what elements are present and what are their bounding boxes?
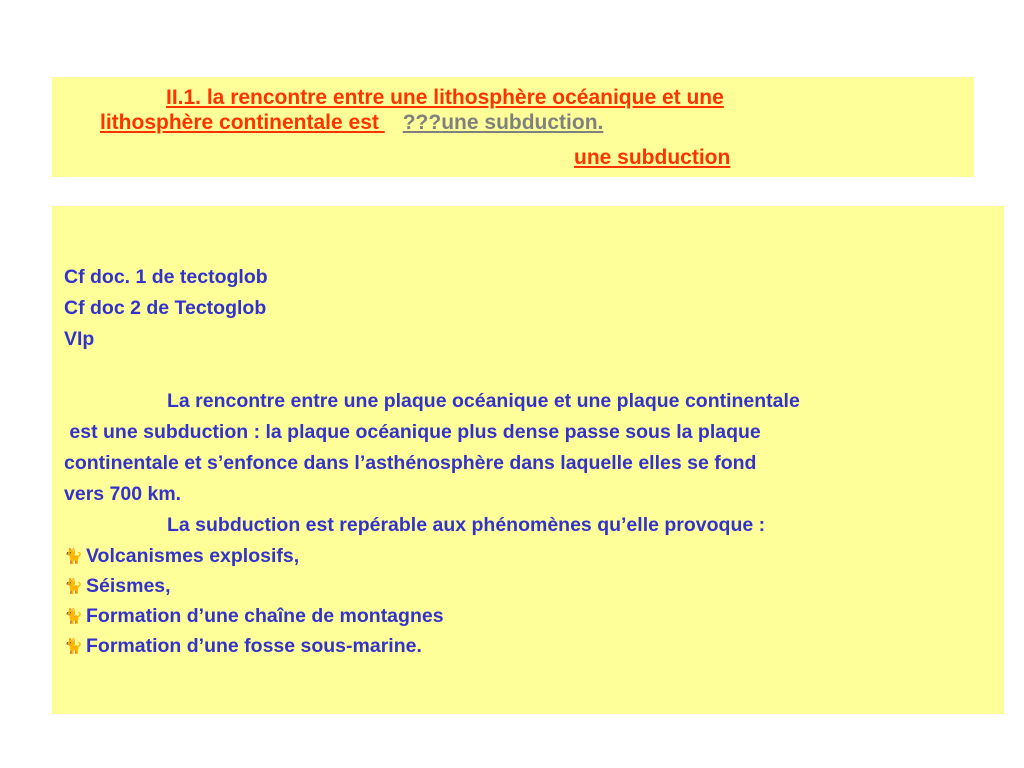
bullet-text-2: Séismes, [86, 575, 171, 597]
bullet-text-4: Formation d’une fosse sous-marine. [86, 635, 422, 657]
content-box [52, 206, 1004, 714]
reference-1: Cf doc. 1 de tectoglob [64, 266, 268, 288]
title-line-2 [100, 111, 603, 135]
title-line-1: II.1. la rencontre entre une lithosphère océanique et une [166, 86, 724, 109]
title-grey-answer: une subduction. [441, 111, 604, 134]
paragraph-1-line-4: vers 700 km. [64, 483, 182, 505]
title-box [52, 77, 974, 177]
paragraph-2: La subduction est repérable aux phénomènes qu’elle provoque : [167, 514, 766, 536]
bullet-item-4 [64, 631, 1000, 661]
title-line-2-main: lithosphère continentale est [100, 111, 385, 134]
cat-bullet-icon: 🐈 [64, 608, 83, 625]
paragraph-1-line-2: est une subduction : la plaque océanique plus dense passe sous la plaque [64, 421, 761, 443]
cat-bullet-icon: 🐈 [64, 638, 83, 655]
bullet-text-1: Volcanismes explosifs, [86, 545, 300, 567]
content-body [64, 262, 1000, 661]
bullet-item-1 [64, 541, 1000, 571]
bullet-text-3: Formation d’une chaîne de montagnes [86, 605, 444, 627]
title-question-marks: ??? [402, 111, 442, 134]
paragraph-1-line-3: continentale et s’enfonce dans l’asthénosphère dans laquelle elles se fond [64, 452, 757, 474]
cat-bullet-icon: 🐈 [64, 548, 83, 565]
title-answer: une subduction [574, 146, 731, 169]
bullet-item-3 [64, 601, 1000, 631]
reference-2: Cf doc 2 de Tectoglob [64, 297, 267, 319]
bullet-item-2 [64, 571, 1000, 601]
spacer [64, 355, 1000, 386]
cat-bullet-icon: 🐈 [64, 578, 83, 595]
reference-3: VIp [64, 328, 95, 350]
paragraph-1-line-1: La rencontre entre une plaque océanique et une plaque continentale [167, 390, 800, 412]
